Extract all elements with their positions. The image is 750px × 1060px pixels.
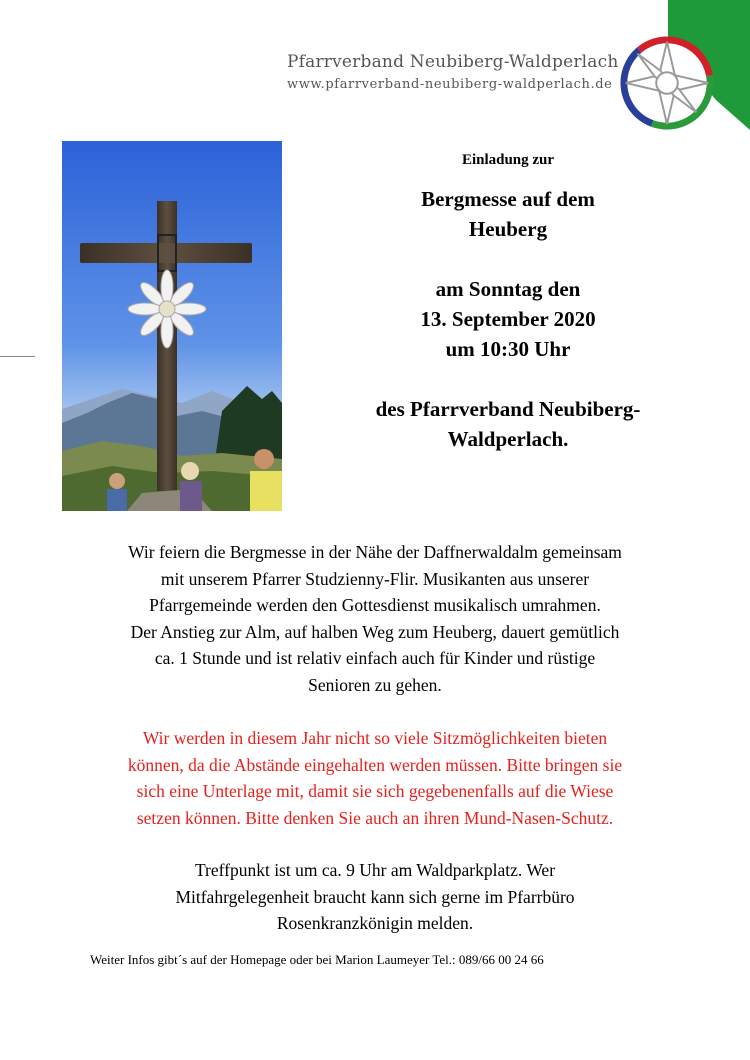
text-line: sich eine Unterlage mit, damit sie sich gegebenenfalls auf die Wiese xyxy=(136,781,614,801)
footer-contact: Weiter Infos gibt´s auf der Homepage oder bei Marion Laumeyer Tel.: 089/66 00 24 66 xyxy=(90,952,544,967)
text-line: können, da die Abstände eingehalten werden müssen. Bitte bringen sie xyxy=(127,754,623,775)
text-line: Wir feiern die Bergmesse in der Nähe der Daffnerwaldalm gemeinsam xyxy=(128,542,622,562)
text-line: ca. 1 Stunde und ist relativ einfach auch für Kinder und rüstige xyxy=(154,648,596,668)
invitation-intro: Einladung zur xyxy=(461,152,555,168)
text-line: setzen können. Bitte denken Sie auch an ihren Mund-Nasen-Schutz. xyxy=(136,807,614,828)
invitation-block xyxy=(355,152,661,454)
text-line: Mitfahrgelegenheit braucht kann sich gerne im Pfarrbüro xyxy=(175,886,575,907)
event-time: um 10:30 Uhr xyxy=(445,337,571,361)
text-line: mit unserem Pfarrer Studzienny-Flir. Musikanten aus unserer xyxy=(160,568,590,589)
event-date-line1: am Sonntag den xyxy=(435,277,581,301)
event-title-line2: Heuberg xyxy=(468,217,548,241)
margin-rule xyxy=(0,356,35,357)
event-org-line1: des Pfarrverband Neubiberg- xyxy=(375,397,641,421)
text-line: Pfarrgemeinde werden den Gottesdienst musikalisch umrahmen. xyxy=(149,595,601,615)
event-org-line2: Waldperlach. xyxy=(447,427,569,451)
text-line: Senioren zu gehen. xyxy=(308,674,442,695)
text-line: Wir werden in diesem Jahr nicht so viele Sitzmöglichkeiten bieten xyxy=(142,728,608,748)
covid-notice-paragraph xyxy=(70,725,680,831)
event-date-line2: 13. September 2020 xyxy=(420,307,596,331)
description-paragraph xyxy=(70,539,680,698)
header-org-name: Pfarrverband Neubiberg-Waldperlach xyxy=(287,52,619,72)
event-title-line1: Bergmesse auf dem xyxy=(421,187,595,211)
meeting-point-paragraph xyxy=(70,857,680,937)
header-url[interactable]: www.pfarrverband-neubiberg-waldperlach.de xyxy=(287,77,613,92)
text-line: Der Anstieg zur Alm, auf halben Weg zum Heuberg, dauert gemütlich xyxy=(130,621,620,642)
text-line: Treffpunkt ist um ca. 9 Uhr am Waldparkplatz. Wer xyxy=(194,860,556,880)
text-line: Rosenkranzkönigin melden. xyxy=(276,913,474,933)
summit-cross-photo xyxy=(62,141,282,511)
parish-emblem-icon xyxy=(618,34,716,132)
